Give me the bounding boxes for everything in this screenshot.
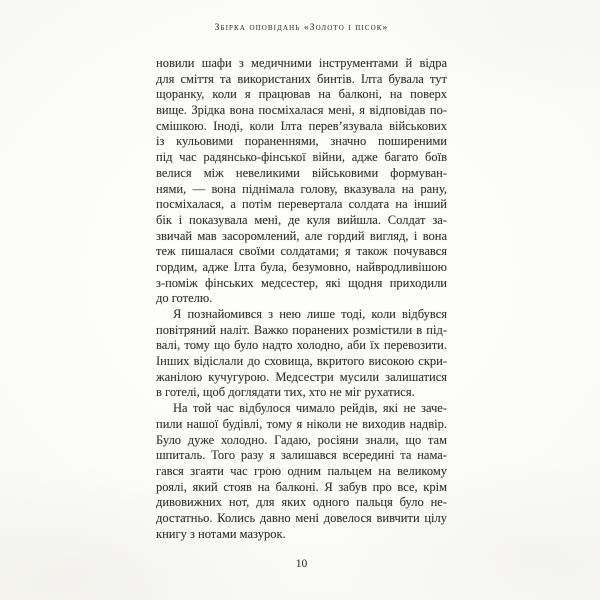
text-line: до готелю. — [156, 291, 213, 306]
text-line: достатньо. Колись давно мені довелося вивчити цілу — [156, 510, 447, 525]
text-line: дивовижних нот, для яких одного пальця було не- — [156, 495, 447, 510]
text-line: Інших відіслали до сховища, вкритого високою скри- — [156, 354, 447, 369]
text-line: жанілою кучугурою. Медсестри мусили залишатися — [156, 369, 447, 384]
text-line: шпиталь. Того разу я залишався всередині та нама- — [156, 448, 447, 463]
text-block — [156, 56, 447, 542]
page-number: 10 — [295, 558, 308, 570]
text-line: пили нашої будівлі, тому я ніколи не виходив надвір. — [156, 416, 447, 431]
running-head: Збірка оповідань «Золото і пісок» — [214, 23, 389, 33]
text-line: гався згаяти час грою одним пальцем на великому — [156, 463, 447, 478]
text-line: гордим, адже Ілта була, безумовно, найвродливішою — [156, 259, 447, 274]
text-line: з-поміж фінських медсестер, які щодня приходили — [156, 275, 447, 290]
text-line: велися між невеликими військовими формуван- — [156, 165, 447, 180]
text-line: вище. Зрідка вона посміхалася мені, я відповідав по- — [156, 103, 447, 118]
text-line: в готелі, щоб доглядати тих, хто не міг рухатися. — [156, 385, 415, 400]
text-line: На той час відбулося чимало рейдів, які не заче- — [173, 401, 447, 416]
text-line: посміхалася, а потім перевертала солдата на інший — [156, 197, 447, 212]
text-line: нями, — вона піднімала голову, вказувала на рану, — [156, 181, 447, 196]
text-line: валі, тому що було надто холодно, аби їх перевозити. — [156, 338, 447, 353]
text-line: звичай мав засоромлений, але гордий вигляд, і вона — [156, 228, 447, 243]
text-line: книгу з нотами мазурок. — [156, 526, 286, 541]
text-line: під час радянсько-фінської війни, адже багато боїв — [156, 150, 447, 165]
text-line: роялі, який стояв на балконі. Я забув про все, крім — [156, 479, 447, 494]
text-line: Було дуже холодно. Гадаю, росіяни знали, що там — [156, 432, 447, 447]
text-line: Я познайомився з нею лише тоді, коли відбувся — [173, 307, 447, 321]
text-line: теж пишалася своїми солдатами; я також почувався — [156, 244, 447, 259]
text-line: новили шафи з медичними інструментами й відра — [156, 56, 447, 70]
text-line: із кульовими пораненнями, значно поширеними — [156, 134, 447, 149]
text-line: для сміття та використаних бинтів. Ілта бувала тут — [156, 71, 447, 86]
text-line: смішкою. Іноді, коли Ілта перев’язувала військових — [156, 118, 447, 133]
text-line: щоранку, коли я працював на балконі, на поверх — [156, 87, 447, 102]
text-line: бік і показувала мені, де куля вийшла. Солдат за- — [156, 212, 447, 227]
text-line: повітряний наліт. Важко поранених розмістили в під- — [156, 322, 447, 337]
